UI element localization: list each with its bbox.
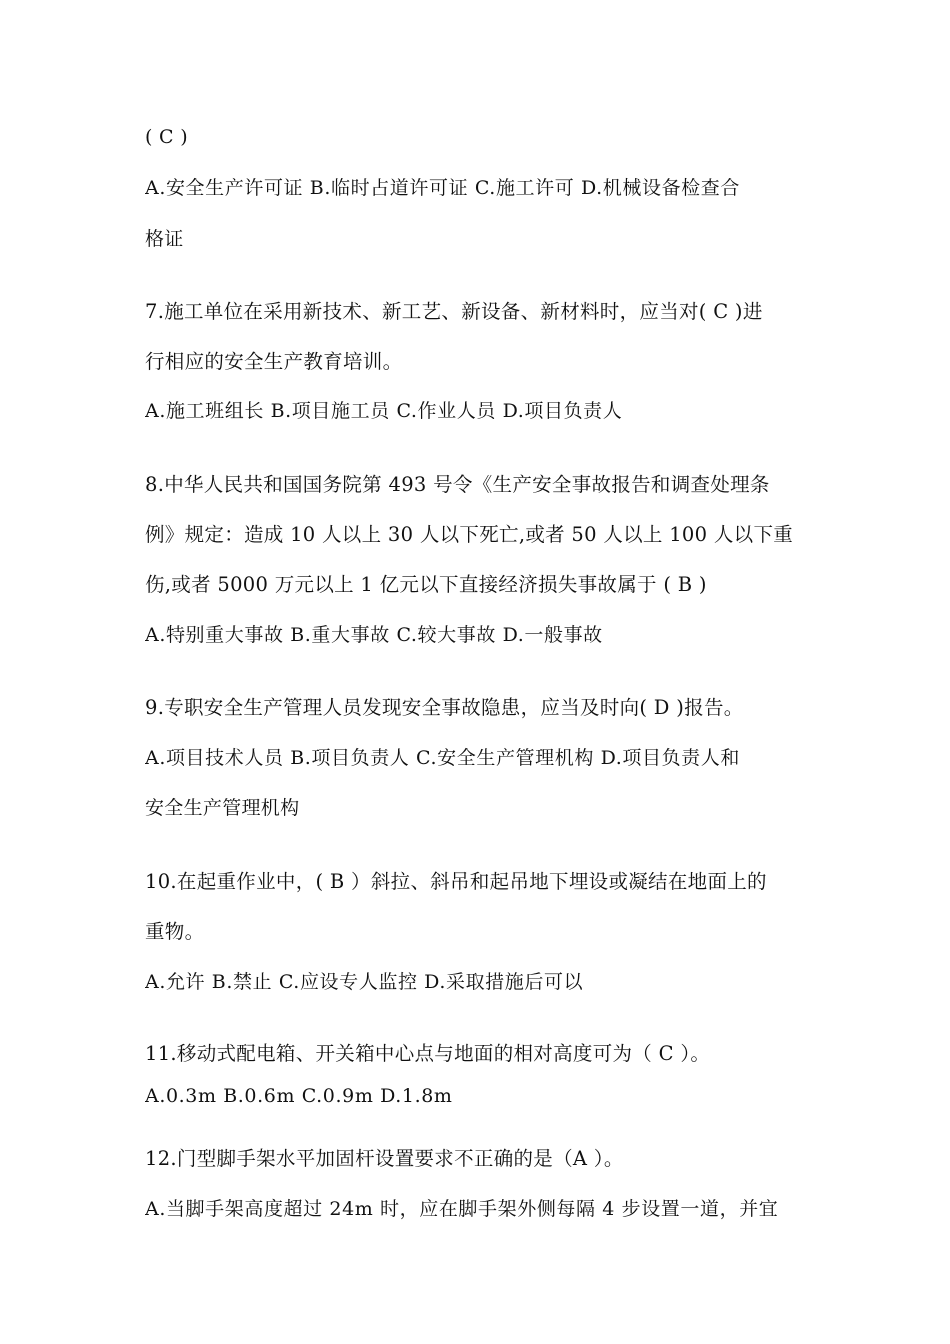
options-q6-line1: A.安全生产许可证 B.临时占道许可证 C.施工许可 D.机械设备检查合 [145,177,740,199]
options-q9-line1: A.项目技术人员 B.项目负责人 C.安全生产管理机构 D.项目负责人和 [145,747,740,769]
options-q11: A.0.3m B.0.6m C.0.9m D.1.8m [145,1085,453,1107]
question-10-line2: 重物。 [145,920,205,943]
options-q12-line1: A.当脚手架高度超过 24m 时，应在脚手架外侧每隔 4 步设置一道，并宜 [145,1198,779,1220]
question-8-line1: 8.中华人民共和国国务院第 493 号令《生产安全事故报告和调查处理条 [145,473,770,496]
question-9: 9.专职安全生产管理人员发现安全事故隐患，应当及时向( D )报告。 [145,696,744,719]
question-8-line2: 例》规定：造成 10 人以上 30 人以下死亡,或者 50 人以上 100 人以下重 [145,523,794,546]
options-q8: A.特别重大事故 B.重大事故 C.较大事故 D.一般事故 [145,624,603,646]
answer-line-q6: ( C ) [145,126,188,148]
options-q6-line2: 格证 [145,228,184,250]
options-q10: A.允许 B.禁止 C.应设专人监控 D.采取措施后可以 [145,971,584,993]
options-q9-line2: 安全生产管理机构 [145,797,300,819]
question-8-line3: 伤,或者 5000 万元以上 1 亿元以下直接经济损失事故属于 ( B ) [145,573,707,596]
question-7-line1: 7.施工单位在采用新技术、新工艺、新设备、新材料时，应当对( C )进 [145,300,763,323]
question-10-line1: 10.在起重作业中，( B ）斜拉、斜吊和起吊地下埋设或凝结在地面上的 [145,870,767,893]
options-q7: A.施工班组长 B.项目施工员 C.作业人员 D.项目负责人 [145,400,623,422]
question-12: 12.门型脚手架水平加固杆设置要求不正确的是（A ）。 [145,1147,624,1170]
question-7-line2: 行相应的安全生产教育培训。 [145,350,403,373]
question-11: 11.移动式配电箱、开关箱中心点与地面的相对高度可为（ C ）。 [145,1042,711,1065]
